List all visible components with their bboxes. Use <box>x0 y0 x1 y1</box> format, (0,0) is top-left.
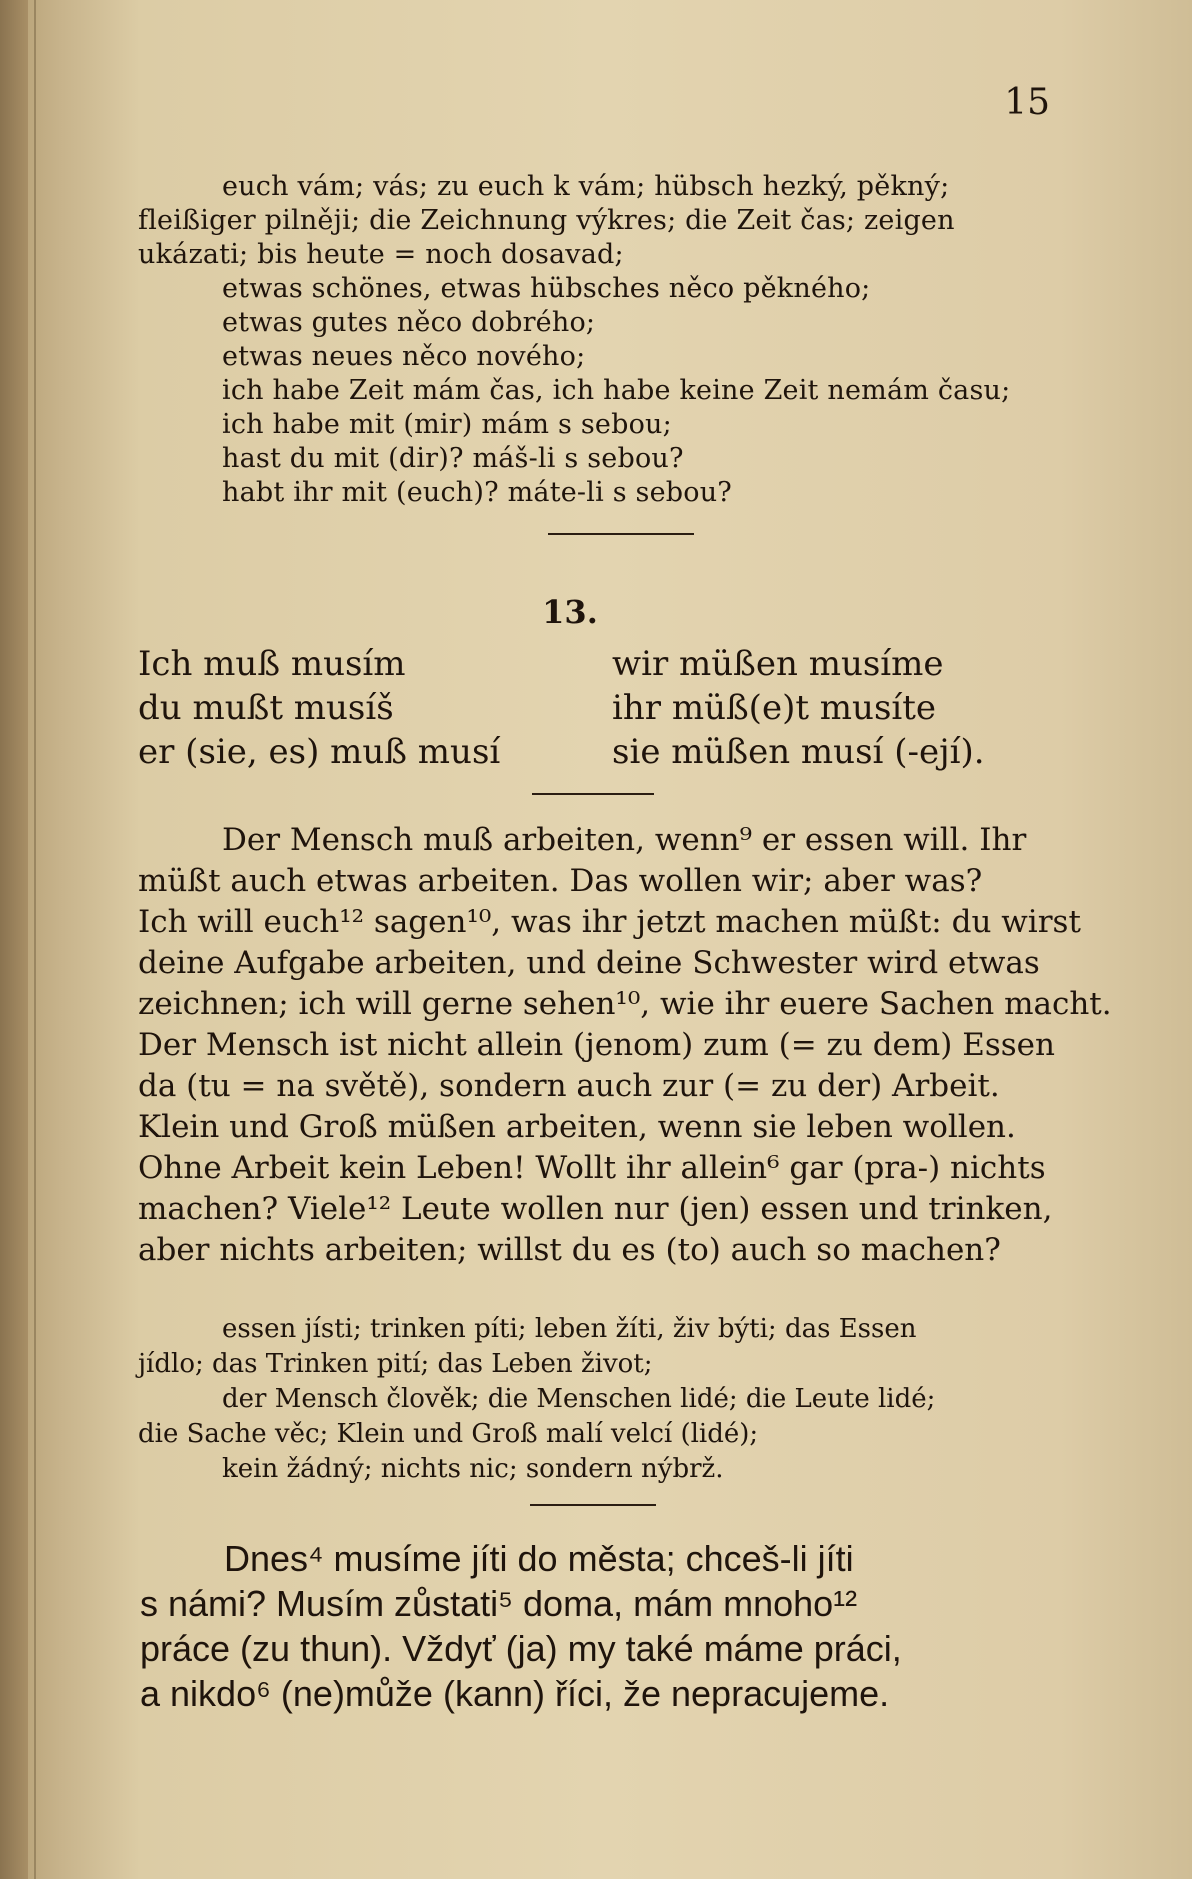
page-fold-line <box>34 0 36 1879</box>
book-spine <box>0 0 28 1879</box>
conjugation-line: Ich muß musím <box>138 644 406 684</box>
vocab-line: etwas gutes něco dobrého; <box>222 307 596 338</box>
reading-line: aber nichts arbeiten; willst du es (to) auch so machen? <box>138 1232 1001 1268</box>
vocab-line: hast du mit (dir)? máš-li s sebou? <box>222 443 684 474</box>
vocab-line: ich habe mit (mir) mám s sebou; <box>222 409 672 440</box>
conjugation-line: sie müßen musí (-ejí). <box>612 732 985 772</box>
vocabulary-block <box>138 170 1048 510</box>
czech-text <box>140 1536 1052 1716</box>
czech-line: práce (zu thun). Vždyť (ja) my také máme práci, <box>140 1628 902 1669</box>
reading-text <box>138 820 1112 1271</box>
section-divider <box>532 793 654 795</box>
conjugation-singular <box>138 642 500 774</box>
czech-line: Dnes⁴ musíme jíti do města; chceš-li jíti <box>224 1538 854 1579</box>
vocab-line: fleißiger pilněji; die Zeichnung výkres; die Zeit čas; zeigen <box>138 205 955 236</box>
vocab-line: etwas schönes, etwas hübsches něco pěkného; <box>222 273 871 304</box>
vocab-line: kein žádný; nichts nic; sondern nýbrž. <box>222 1454 724 1484</box>
section-divider <box>530 1504 656 1506</box>
vocab-line: habt ihr mit (euch)? máte-li s sebou? <box>222 477 732 508</box>
reading-line: Ohne Arbeit kein Leben! Wollt ihr allein⁶ gar (pra-) nichts <box>138 1150 1046 1186</box>
section-divider <box>548 533 694 535</box>
conjugation-line: wir müßen musíme <box>612 644 944 684</box>
reading-line: da (tu = na světě), sondern auch zur (= zu der) Arbeit. <box>138 1068 1000 1104</box>
reading-line: Klein und Groß müßen arbeiten, wenn sie leben wollen. <box>138 1109 1016 1145</box>
section-number: 13. <box>542 593 598 631</box>
reading-line: zeichnen; ich will gerne sehen¹⁰, wie ihr euere Sachen macht. <box>138 986 1112 1022</box>
page-number: 15 <box>1004 82 1050 123</box>
conjugation-plural <box>612 642 985 774</box>
conjugation-line: ihr müß(e)t musíte <box>612 688 937 728</box>
vocab-line: jídlo; das Trinken pití; das Leben život; <box>138 1349 653 1379</box>
czech-line: s námi? Musím zůstati⁵ doma, mám mnoho¹² <box>140 1583 858 1624</box>
vocab-line: ich habe Zeit mám čas, ich habe keine Zeit nemám času; <box>222 375 1011 406</box>
conjugation-line: er (sie, es) muß musí <box>138 732 501 772</box>
vocab-line: essen jísti; trinken píti; leben žíti, živ býti; das Essen <box>222 1314 917 1344</box>
reading-line: müßt auch etwas arbeiten. Das wollen wir; aber was? <box>138 863 983 899</box>
vocab-line: die Sache věc; Klein und Groß malí velcí (lidé); <box>138 1419 759 1449</box>
reading-line: machen? Viele¹² Leute wollen nur (jen) essen und trinken, <box>138 1191 1053 1227</box>
reading-line: Der Mensch muß arbeiten, wenn⁹ er essen will. Ihr <box>222 822 1027 858</box>
vocabulary-block-2 <box>138 1312 1050 1487</box>
reading-line: deine Aufgabe arbeiten, und deine Schwester wird etwas <box>138 945 1040 981</box>
vocab-line: etwas neues něco nového; <box>222 341 586 372</box>
reading-line: Ich will euch¹² sagen¹⁰, was ihr jetzt machen müßt: du wirst <box>138 904 1081 940</box>
reading-line: Der Mensch ist nicht allein (jenom) zum (= zu dem) Essen <box>138 1027 1055 1063</box>
czech-line: a nikdo⁶ (ne)může (kann) říci, že nepracujeme. <box>140 1673 890 1714</box>
vocab-line: euch vám; vás; zu euch k vám; hübsch hezký, pěkný; <box>222 171 950 202</box>
vocab-line: der Mensch člověk; die Menschen lidé; die Leute lidé; <box>222 1384 936 1414</box>
vocab-line: ukázati; bis heute = noch dosavad; <box>138 239 624 270</box>
conjugation-line: du mußt musíš <box>138 688 394 728</box>
